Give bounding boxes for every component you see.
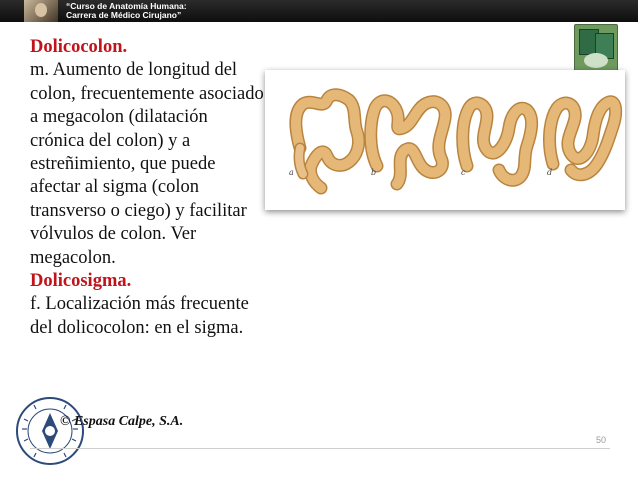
- course-title-line-2: Carrera de Médico Cirujano”: [66, 10, 182, 20]
- colon-drawings-svg: [265, 70, 625, 210]
- glossary-text: [30, 36, 266, 340]
- textbook-logo-image: [574, 24, 618, 72]
- figure-label-a: a: [289, 168, 294, 177]
- definition-dolicosigma: f. Localización más frecuente del dolicocolon: en el sigma.: [30, 294, 249, 338]
- course-title-line-1: “Curso de Anatomía Humana:: [66, 1, 187, 11]
- colon-figure-a: [296, 95, 359, 188]
- university-seal-icon: [14, 395, 86, 467]
- header-bar: [0, 0, 638, 22]
- colon-figure-b: [371, 101, 445, 184]
- source-credit: © Espasa Calpe, S.A.: [60, 414, 184, 429]
- colon-illustration: [265, 70, 625, 210]
- header-portrait-image: [24, 0, 58, 22]
- colon-figure-d: [550, 102, 616, 175]
- term-dolicosigma: Dolicosigma.: [30, 271, 132, 292]
- term-dolicocolon: Dolicocolon.: [30, 37, 128, 57]
- colon-figure-c: [463, 103, 532, 180]
- definition-dolicocolon: m. Aumento de longitud del colon, frecuentemente asociado a megacolon (dilatación crónica del colon) y a estreñimiento, que puede afectar al sigma (colon transverso o ciego) y facilitar vólvulos de colon. Ver megacolon.: [30, 60, 264, 268]
- figure-label-c: c: [461, 168, 466, 177]
- figure-label-d: d: [547, 168, 553, 177]
- figure-label-b: b: [371, 168, 377, 177]
- page-number: 50: [595, 435, 606, 445]
- bottom-divider: [30, 448, 610, 449]
